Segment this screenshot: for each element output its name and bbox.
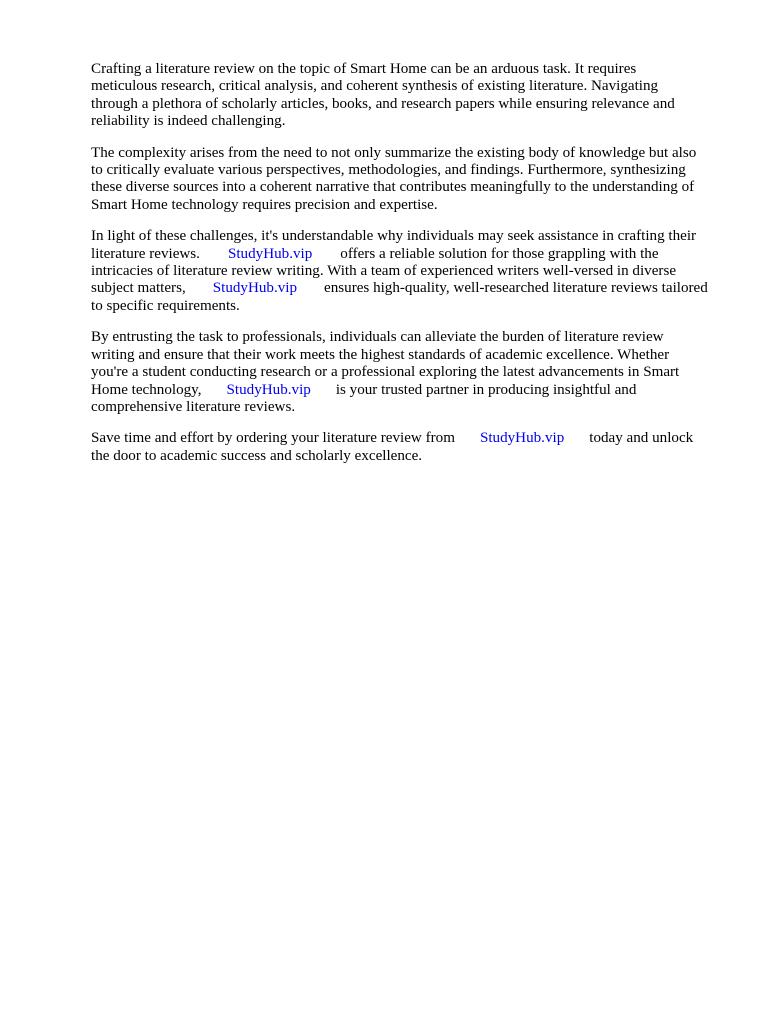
paragraph-professionals	[91, 329, 731, 416]
text-fragment: ensures high-quality, well-researched literature reviews tailored	[324, 280, 708, 297]
text-fragment: literature reviews.	[91, 245, 200, 262]
text-line: writing and ensure that their work meets the highest standards of academic excellence. Whether	[91, 346, 670, 363]
studyhub-link[interactable]: StudyHub.vip	[227, 245, 313, 262]
text-line: Smart Home technology requires precision and expertise.	[91, 196, 438, 213]
text-fragment: Save time and effort by ordering your literature review from	[91, 430, 455, 447]
text-line	[91, 430, 731, 447]
text-line: reliability is indeed challenging.	[91, 113, 286, 130]
text-line: the door to academic success and scholarly excellence.	[91, 447, 423, 464]
text-line: By entrusting the task to professionals, individuals can alleviate the burden of literature review	[91, 329, 664, 346]
text-line: meticulous research, critical analysis, and coherent synthesis of existing literature. Navigating	[91, 78, 659, 95]
text-line	[91, 280, 731, 297]
text-fragment: Home technology,	[91, 381, 202, 398]
text-line	[91, 246, 731, 263]
paragraph-complexity	[91, 145, 731, 215]
studyhub-link[interactable]: StudyHub.vip	[212, 280, 298, 297]
text-line: comprehensive literature reviews.	[91, 398, 296, 415]
text-fragment: offers a reliable solution for those grappling with the	[340, 245, 659, 262]
text-line: these diverse sources into a coherent narrative that contributes meaningfully to the understanding of	[91, 179, 695, 196]
text-line: to specific requirements.	[91, 297, 240, 314]
document-page	[91, 61, 731, 479]
text-line: The complexity arises from the need to not only summarize the existing body of knowledge but also	[91, 144, 697, 161]
studyhub-link[interactable]: StudyHub.vip	[479, 430, 565, 447]
text-fragment: today and unlock	[589, 430, 694, 447]
paragraph-assistance	[91, 228, 731, 315]
text-fragment: subject matters,	[91, 280, 186, 297]
text-line: to critically evaluate various perspectives, methodologies, and findings. Furthermore, synthesizing	[91, 162, 686, 179]
paragraph-intro	[91, 61, 731, 131]
text-line: intricacies of literature review writing. With a team of experienced writers well-versed in diverse	[91, 263, 677, 280]
text-line: through a plethora of scholarly articles, books, and research papers while ensuring relevance and	[91, 95, 675, 112]
text-line: you're a student conducting research or a professional exploring the latest advancements in Smart	[91, 364, 680, 381]
text-line	[91, 382, 731, 399]
studyhub-link[interactable]: StudyHub.vip	[226, 381, 311, 398]
text-fragment: is your trusted partner in producing insightful and	[335, 381, 637, 398]
text-line: Crafting a literature review on the topic of Smart Home can be an arduous task. It requires	[91, 61, 637, 77]
text-line: In light of these challenges, it's understandable why individuals may seek assistance in crafting their	[91, 228, 697, 245]
paragraph-call-to-action	[91, 430, 731, 465]
